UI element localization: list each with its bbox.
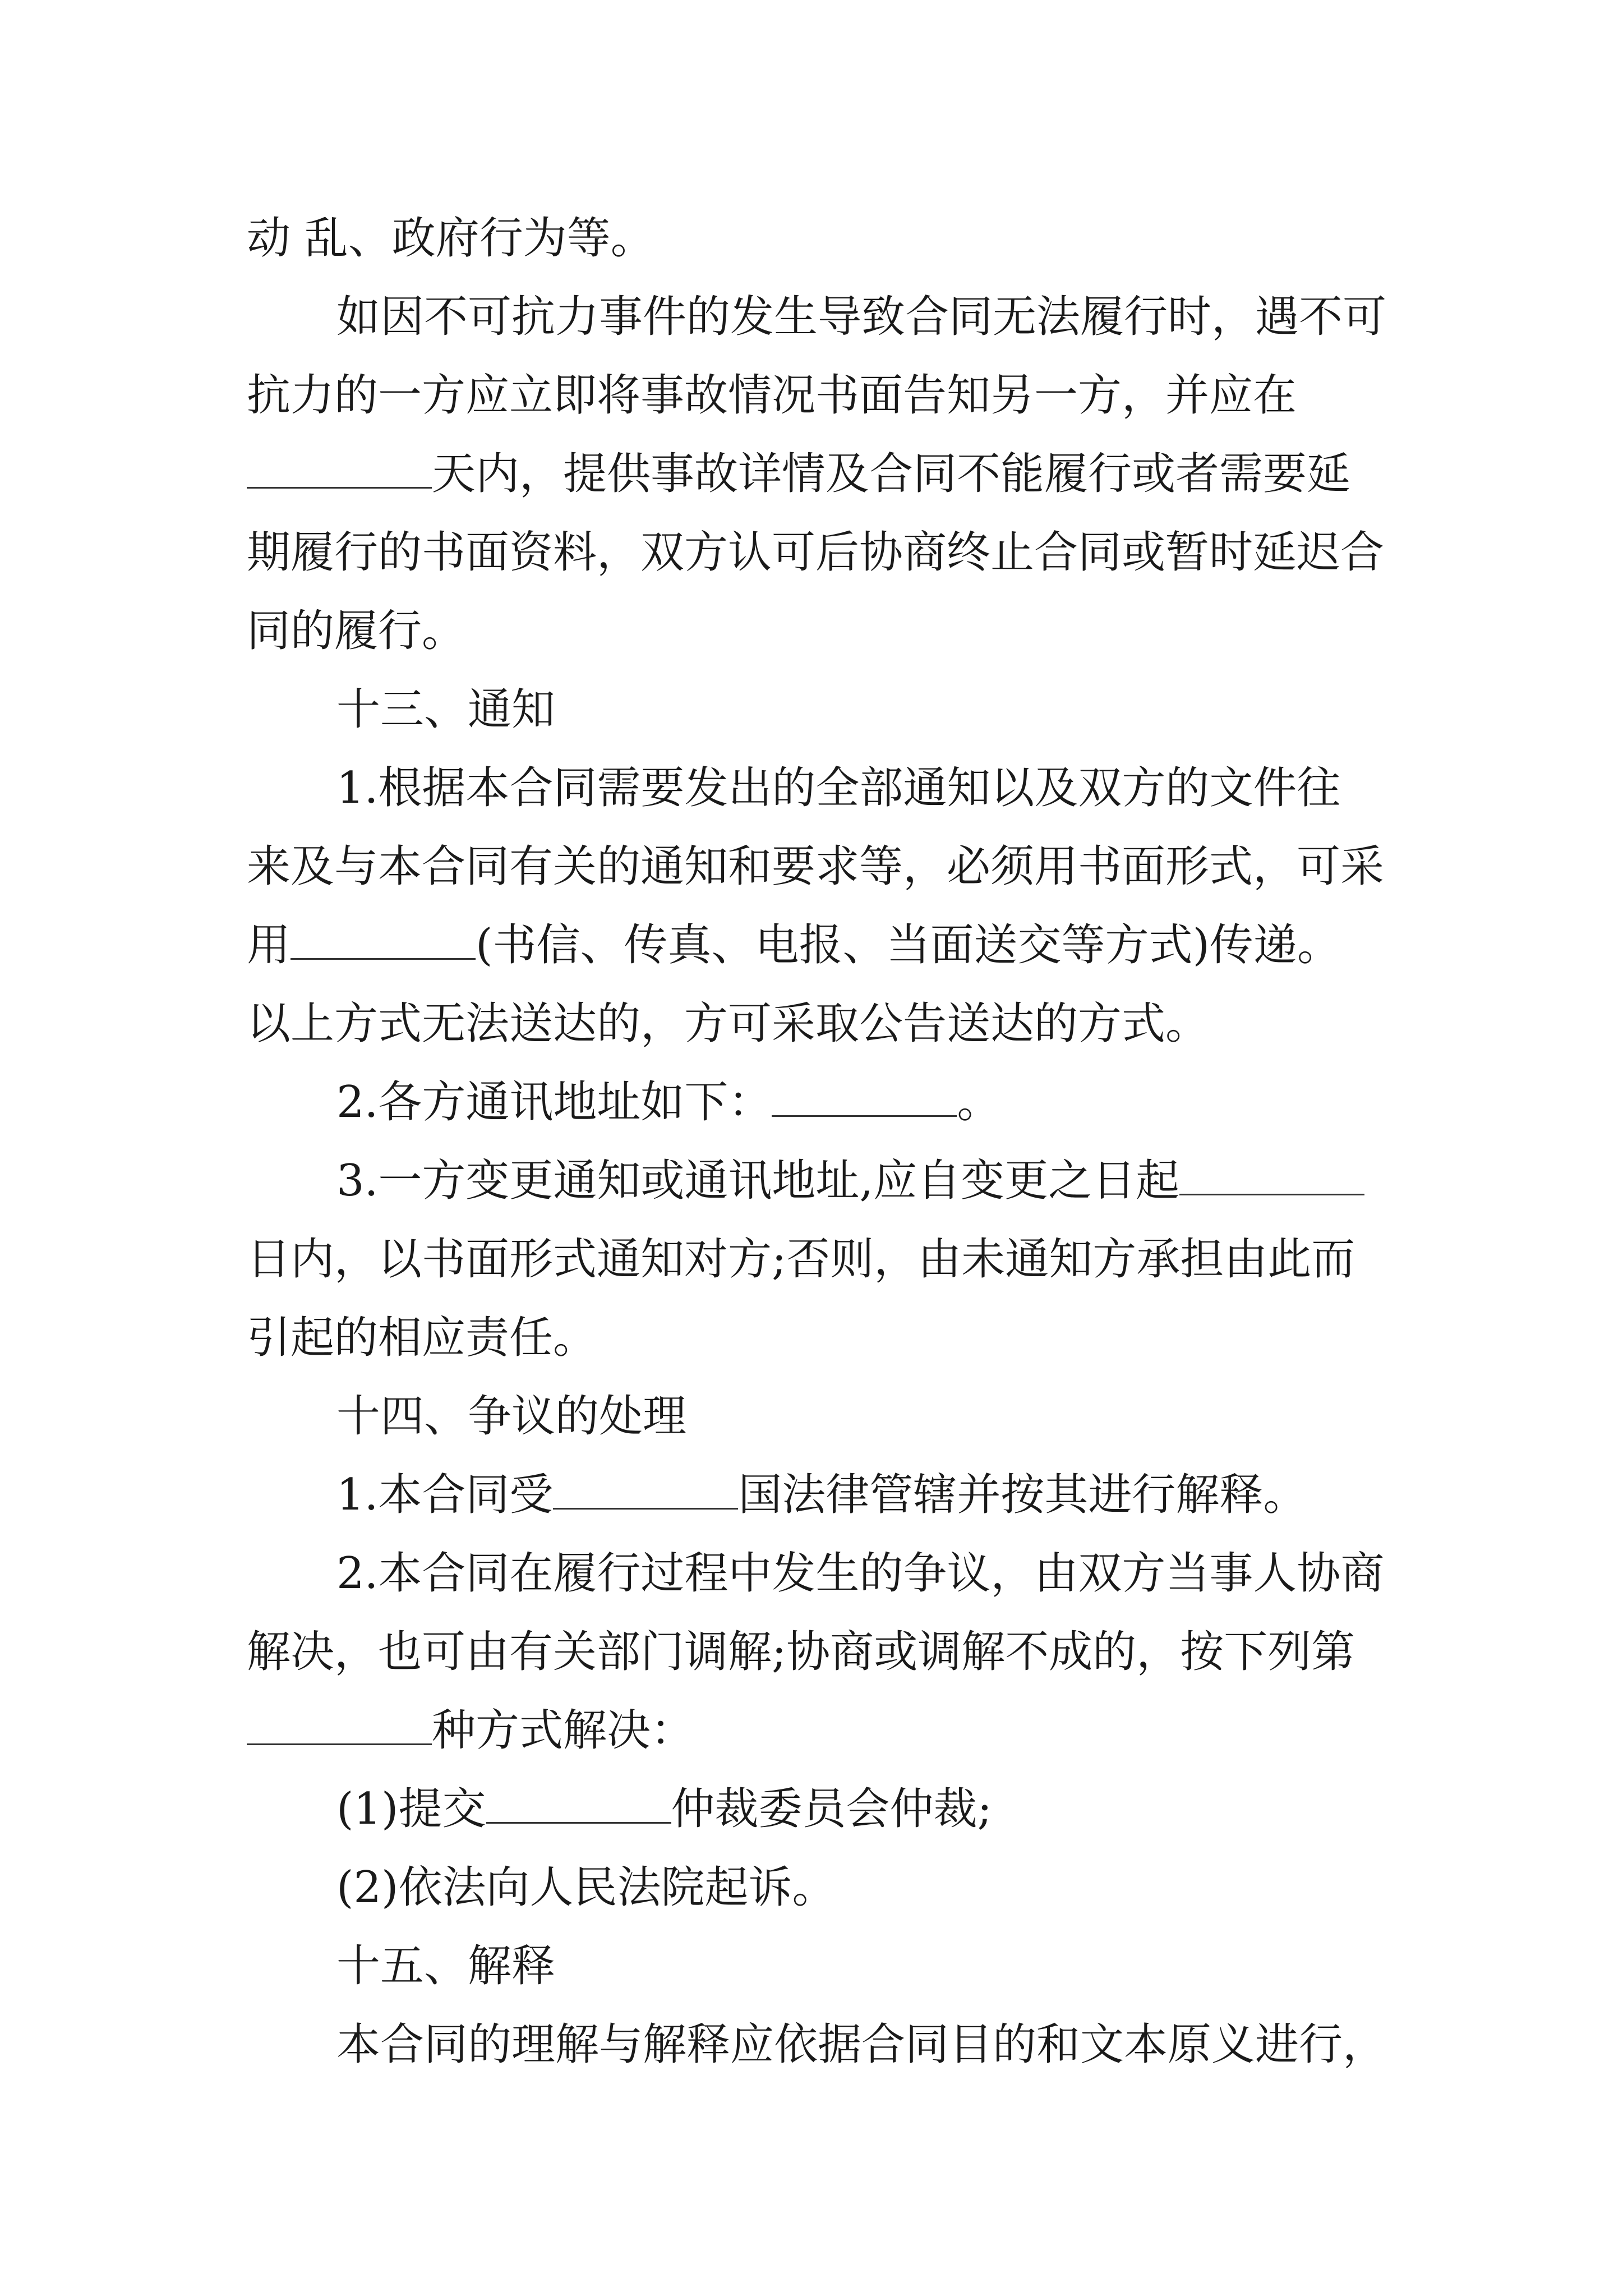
text-line: 本合同的理解与解释应依据合同目的和文本原义进行，	[336, 2019, 1387, 2070]
text-line: 如因不可抗力事件的发生导致合同无法履行时，遇不可	[336, 292, 1387, 342]
text-line: 以上方式无法送达的，方可采取公告送达的方式。	[247, 999, 1210, 1049]
text-line: 1.根据本合同需要发出的全部通知以及双方的文件往	[336, 763, 1341, 813]
fill-in-blank[interactable]	[553, 1463, 738, 1510]
text-line: 日内，以书面形式通知对方;否则，由未通知方承担由此而	[247, 1234, 1355, 1285]
text-line	[336, 1069, 1000, 1136]
section-heading: 十四、争议的处理	[336, 1391, 687, 1442]
text-line: 动 乱、政府行为等。	[247, 213, 654, 264]
text-segment: (书信、传真、电报、当面送交等方式)传递。	[476, 920, 1341, 970]
text-line: 2.本合同在履行过程中发生的争议，由双方当事人协商	[336, 1548, 1385, 1599]
text-segment: (1)提交	[336, 1784, 486, 1834]
text-line: 来及与本合同有关的通知和要求等，必须用书面形式，可采	[247, 841, 1385, 892]
text-segment: 种方式解决：	[432, 1705, 695, 1756]
text-segment: 2.各方通讯地址如下：	[336, 1077, 772, 1128]
text-line: 解决，也可由有关部门调解;协商或调解不成的，按下列第	[247, 1627, 1355, 1677]
text-line: 期履行的书面资料，双方认可后协商终止合同或暂时延迟合	[247, 527, 1385, 578]
text-line	[336, 1147, 1364, 1214]
fill-in-blank[interactable]	[291, 913, 476, 960]
text-line	[247, 912, 1341, 979]
fill-in-blank[interactable]	[1179, 1149, 1364, 1195]
section-heading: 十三、通知	[336, 684, 556, 735]
text-line	[336, 1775, 992, 1843]
text-segment: 1.本合同受	[336, 1470, 554, 1520]
text-line: 引起的相应责任。	[247, 1313, 597, 1363]
text-line	[336, 1461, 1307, 1529]
text-line: 同的履行。	[247, 606, 466, 656]
text-segment: 。	[957, 1077, 1001, 1128]
text-segment: 用	[247, 920, 291, 970]
fill-in-blank[interactable]	[247, 1699, 432, 1745]
text-segment: 国法律管辖并按其进行解释。	[738, 1470, 1307, 1520]
text-line: (2)依法向人民法院起诉。	[336, 1862, 836, 1913]
fill-in-blank[interactable]	[247, 442, 432, 489]
fill-in-blank[interactable]	[772, 1070, 957, 1117]
text-segment: 天内，提供事故详情及合同不能履行或者需要延	[432, 449, 1351, 499]
text-line: 抗力的一方应立即将事故情况书面告知另一方，并应在	[247, 370, 1297, 421]
text-segment: 仲裁委员会仲裁;	[671, 1784, 992, 1834]
fill-in-blank[interactable]	[486, 1777, 671, 1824]
section-heading: 十五、解释	[336, 1941, 556, 1991]
text-segment: 3.一方变更通知或通讯地址,应自变更之日起	[336, 1156, 1180, 1206]
text-line	[247, 1697, 694, 1764]
text-line	[247, 440, 1350, 508]
